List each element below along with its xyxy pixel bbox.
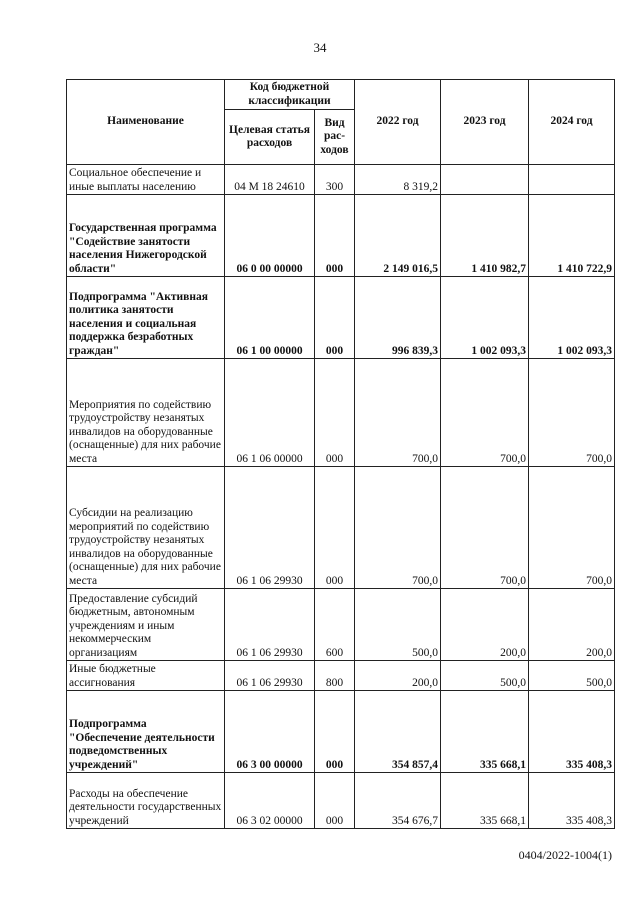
row-code: 06 1 06 29930 <box>225 467 315 589</box>
row-code: 06 3 02 00000 <box>225 773 315 829</box>
row-name: Расходы на обеспечение деятельности государственных учреждений <box>67 773 225 829</box>
header-2023: 2023 год <box>441 80 529 165</box>
row-code: 06 1 06 00000 <box>225 359 315 467</box>
header-name: Наименование <box>67 80 225 165</box>
row-2024 <box>529 165 615 195</box>
row-2024: 200,0 <box>529 589 615 661</box>
table-row <box>67 467 615 589</box>
table-row <box>67 277 615 359</box>
row-2022: 354 857,4 <box>355 691 441 773</box>
budget-table <box>66 79 615 829</box>
row-vid: 800 <box>315 661 355 691</box>
row-name: Социальное обеспечение и иные выплаты населению <box>67 165 225 195</box>
header-vid: Вид рас-ходов <box>315 110 355 165</box>
row-2022: 996 839,3 <box>355 277 441 359</box>
row-2022: 8 319,2 <box>355 165 441 195</box>
row-code: 06 3 00 00000 <box>225 691 315 773</box>
row-2024: 335 408,3 <box>529 691 615 773</box>
row-2023: 1 002 093,3 <box>441 277 529 359</box>
row-vid: 300 <box>315 165 355 195</box>
row-vid: 000 <box>315 195 355 277</box>
row-2023: 200,0 <box>441 589 529 661</box>
header-code-group: Код бюджетной классификации <box>225 80 355 110</box>
header-2022: 2022 год <box>355 80 441 165</box>
row-name: Предоставление субсидий бюджетным, автономным учреждениям и иным некоммерческим организациям <box>67 589 225 661</box>
row-vid: 000 <box>315 691 355 773</box>
row-vid: 000 <box>315 467 355 589</box>
table-row <box>67 773 615 829</box>
row-2024: 500,0 <box>529 661 615 691</box>
row-code: 06 1 06 29930 <box>225 589 315 661</box>
row-vid: 000 <box>315 773 355 829</box>
row-name: Субсидии на реализацию мероприятий по содействию трудоустройству незанятых инвалидов на оборудованные (оснащенные) для них рабочие места <box>67 467 225 589</box>
row-2022: 500,0 <box>355 589 441 661</box>
table-row <box>67 661 615 691</box>
row-2023: 335 668,1 <box>441 773 529 829</box>
row-name: Государственная программа "Содействие занятости населения Нижегородской области" <box>67 195 225 277</box>
header-target: Целевая статья расходов <box>225 110 315 165</box>
row-code: 06 0 00 00000 <box>225 195 315 277</box>
row-2022: 700,0 <box>355 359 441 467</box>
row-code: 06 1 06 29930 <box>225 661 315 691</box>
page-number: 34 <box>313 40 327 55</box>
row-vid: 000 <box>315 359 355 467</box>
table-row <box>67 589 615 661</box>
row-2024: 1 002 093,3 <box>529 277 615 359</box>
row-2024: 335 408,3 <box>529 773 615 829</box>
row-name: Подпрограмма "Активная политика занятости населения и социальная поддержка безработных граждан" <box>67 277 225 359</box>
document-code: 0404/2022-1004(1) <box>518 848 612 862</box>
row-2023: 1 410 982,7 <box>441 195 529 277</box>
row-2024: 700,0 <box>529 359 615 467</box>
table-row <box>67 195 615 277</box>
row-vid: 600 <box>315 589 355 661</box>
row-code: 06 1 00 00000 <box>225 277 315 359</box>
row-code: 04 М 18 24610 <box>225 165 315 195</box>
header-2024: 2024 год <box>529 80 615 165</box>
row-2022: 2 149 016,5 <box>355 195 441 277</box>
row-2023: 500,0 <box>441 661 529 691</box>
row-2024: 700,0 <box>529 467 615 589</box>
row-name: Подпрограмма "Обеспечение деятельности подведомственных учреждений" <box>67 691 225 773</box>
row-2023: 335 668,1 <box>441 691 529 773</box>
row-2023: 700,0 <box>441 359 529 467</box>
table-row <box>67 359 615 467</box>
table-row <box>67 691 615 773</box>
row-2022: 700,0 <box>355 467 441 589</box>
row-2023: 700,0 <box>441 467 529 589</box>
row-vid: 000 <box>315 277 355 359</box>
row-name: Иные бюджетные ассигнования <box>67 661 225 691</box>
row-2022: 200,0 <box>355 661 441 691</box>
row-name: Мероприятия по содействию трудоустройству незанятых инвалидов на оборудованные (оснащенные) для них рабочие места <box>67 359 225 467</box>
row-2022: 354 676,7 <box>355 773 441 829</box>
table-row <box>67 165 615 195</box>
row-2024: 1 410 722,9 <box>529 195 615 277</box>
row-2023 <box>441 165 529 195</box>
